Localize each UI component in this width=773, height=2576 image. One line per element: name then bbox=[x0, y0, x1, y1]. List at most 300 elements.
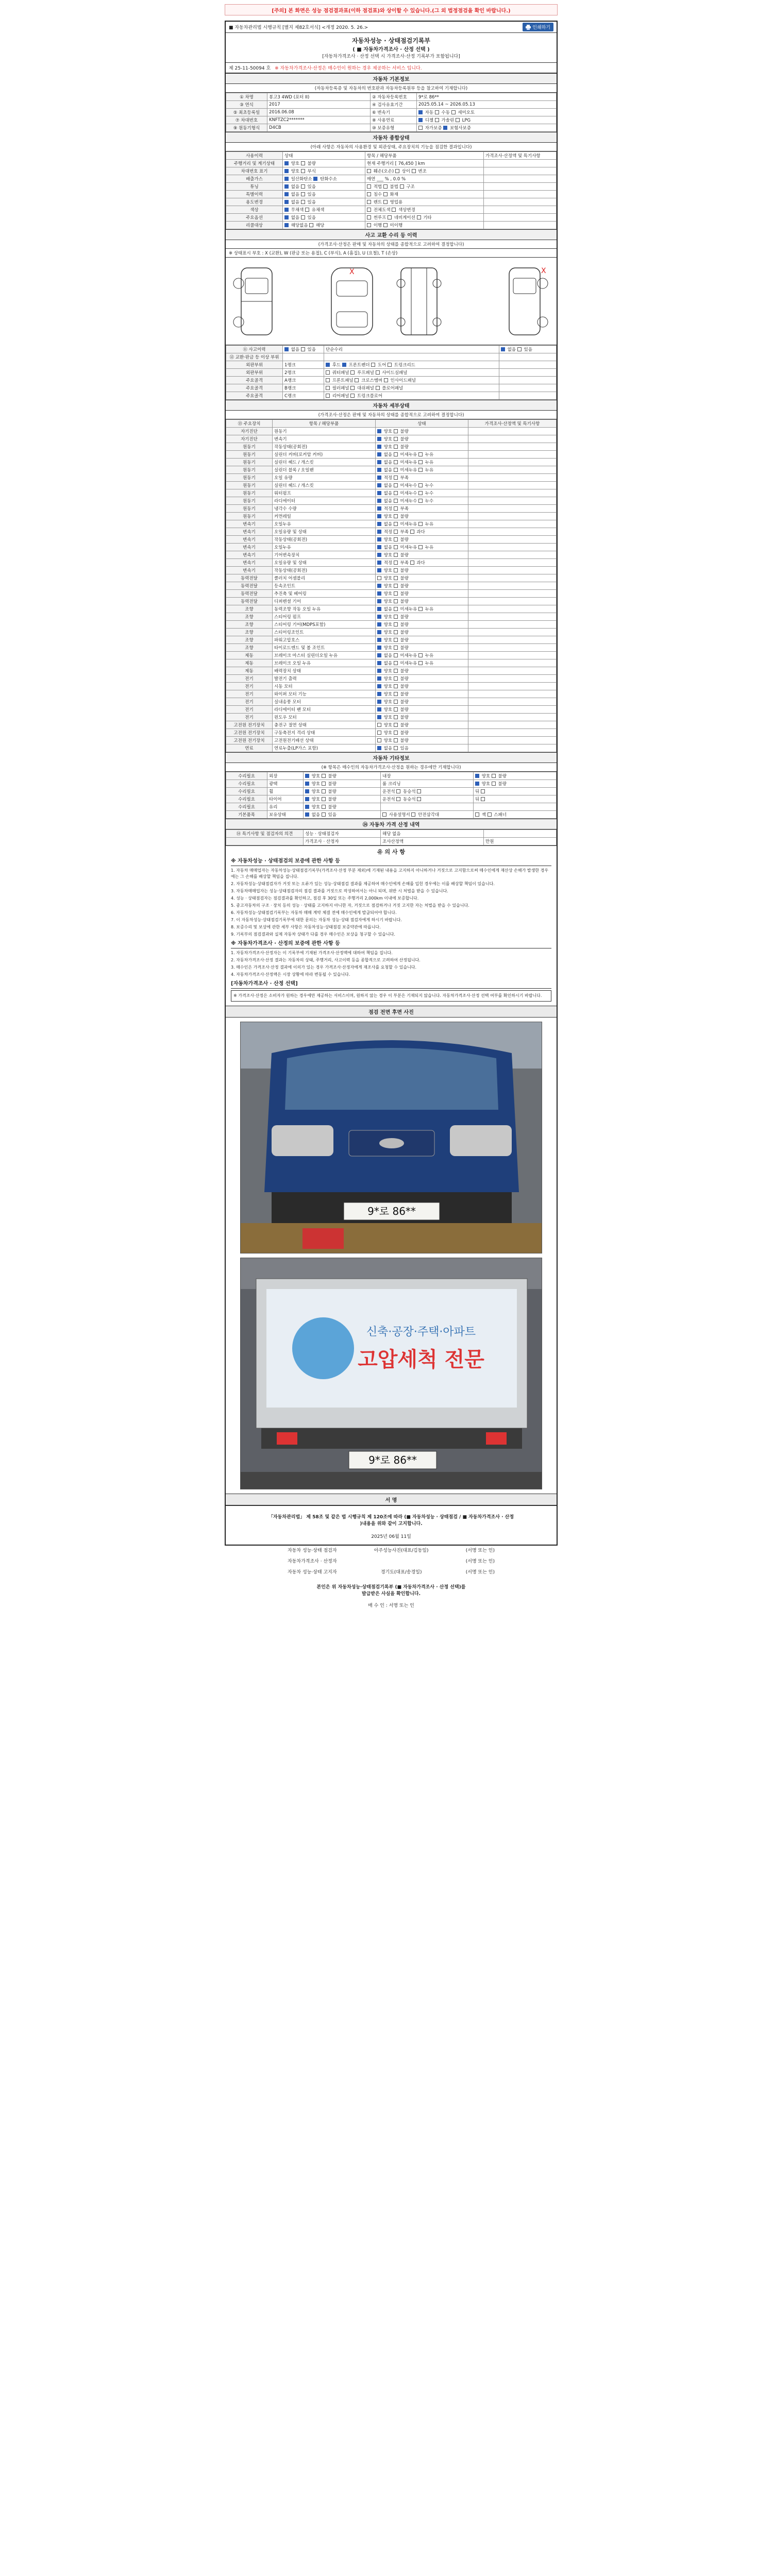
basic-info-sub: (자동차등록증 및 자동차의 번호판과 자동차등록원부 등을 참고하여 기재합니다) bbox=[226, 84, 557, 93]
overall-status-row bbox=[226, 206, 557, 214]
table-cell bbox=[484, 183, 557, 191]
checkbox-unchecked bbox=[394, 483, 398, 487]
checkbox-unchecked bbox=[394, 653, 398, 657]
table-cell: 전기 bbox=[226, 706, 273, 714]
checkbox-unchecked bbox=[394, 622, 398, 626]
table-cell: 사용설명서 안전삼각대 bbox=[381, 811, 474, 819]
table-cell: D4CB bbox=[267, 124, 371, 132]
table-cell: 양호 불량 bbox=[376, 613, 468, 621]
checkbox-unchecked bbox=[301, 192, 305, 196]
table-cell: 해당없음 해당 bbox=[283, 222, 365, 229]
detail-row bbox=[226, 721, 557, 729]
detail-row bbox=[226, 605, 557, 613]
detail-row bbox=[226, 451, 557, 459]
table-cell: 양호 불량 bbox=[283, 160, 365, 167]
table-cell: 양호 불량 bbox=[376, 698, 468, 706]
doc-title: 자동차성능 · 상태점검기록부 bbox=[351, 37, 431, 44]
table-cell: 스티어링조인트 bbox=[273, 629, 376, 636]
table-cell: 양호 불량 bbox=[376, 582, 468, 590]
price-table bbox=[226, 829, 557, 845]
checkbox-unchecked bbox=[376, 386, 380, 390]
sign-row bbox=[236, 1545, 546, 1555]
checkbox-unchecked bbox=[394, 530, 398, 534]
sign-field: (서명 또는 인) bbox=[465, 1548, 495, 1553]
checkbox-checked bbox=[418, 118, 423, 122]
checkbox-checked bbox=[305, 797, 309, 801]
table-cell: 브레이크 오일 누유 bbox=[273, 659, 376, 667]
checkbox-checked bbox=[377, 607, 381, 611]
checkbox-unchecked bbox=[394, 591, 398, 596]
table-cell bbox=[468, 621, 557, 629]
checkbox-unchecked bbox=[388, 215, 392, 219]
table-cell bbox=[468, 644, 557, 652]
checkbox-checked bbox=[284, 208, 289, 212]
car-side-right-diagram bbox=[494, 263, 550, 340]
checkbox-unchecked bbox=[394, 615, 398, 619]
sign-field: (서명 또는 인) bbox=[465, 1570, 495, 1575]
accident-row bbox=[226, 369, 557, 377]
checkbox-unchecked bbox=[322, 797, 326, 801]
checkbox-checked bbox=[377, 715, 381, 719]
checkbox-unchecked bbox=[367, 169, 371, 173]
checkbox-unchecked bbox=[394, 646, 398, 650]
checkbox-unchecked bbox=[394, 746, 398, 750]
sign-note-line2: 발급받은 사실을 확인합니다. bbox=[361, 1591, 421, 1597]
price-title: ⑭ 자동차 가격 산정 내역 bbox=[226, 819, 557, 829]
warning-item: 4. 성능 · 상태점검자는 점검결과를 확인하고, 점검 후 30일 또는 주행거리 2,000km 이내에 보증합니다. bbox=[231, 896, 419, 901]
table-cell: 운전석 동승석 bbox=[381, 788, 474, 795]
basic-info-row bbox=[226, 124, 557, 132]
accident-row bbox=[226, 392, 557, 400]
checkbox-unchecked bbox=[394, 638, 398, 642]
overall-status-table bbox=[226, 151, 557, 229]
accident-sub: (가격조사·산정은 판매 및 자동차의 상태를 종합적으로 고려하여 결정합니다) bbox=[226, 240, 557, 249]
table-cell: 원동기 bbox=[226, 443, 273, 451]
sign-field: 자동차 성능·상태 고지자 bbox=[288, 1570, 337, 1575]
checkbox-unchecked bbox=[394, 731, 398, 735]
table-cell: 양호 불량 bbox=[376, 667, 468, 675]
table-cell: 전체도색 색상변경 bbox=[365, 206, 484, 214]
table-cell: 없음 미세누수 누수 bbox=[376, 497, 468, 505]
table-cell: ⑥ 변속기 bbox=[371, 109, 417, 116]
checkbox-unchecked bbox=[371, 363, 375, 367]
table-cell: 적정 부족 bbox=[376, 505, 468, 513]
doc-header bbox=[226, 22, 557, 33]
checkbox-unchecked bbox=[394, 630, 398, 634]
checkbox-unchecked bbox=[394, 676, 398, 681]
basic-info-title: 자동차 기본정보 bbox=[226, 73, 557, 84]
detail-row bbox=[226, 613, 557, 621]
table-cell bbox=[499, 369, 557, 377]
checkbox-unchecked bbox=[322, 774, 326, 778]
table-cell: 없음 있음 bbox=[304, 811, 381, 819]
detail-row bbox=[226, 528, 557, 536]
table-cell bbox=[468, 459, 557, 466]
options-row bbox=[226, 788, 557, 795]
print-button[interactable] bbox=[523, 23, 553, 31]
checkbox-unchecked bbox=[394, 476, 398, 480]
sign-intro: 「자동차관리법」 제 58조 및 같은 법 시행규칙 제 120조에 따라 (■ 자동차성능 · 상태점검 / ■ 자동차가격조사 · 산정 )내용을 위와 같이 고지합니다. bbox=[268, 1515, 514, 1527]
price-select-heading: [자동차가격조사 · 산정 선택] bbox=[231, 981, 551, 989]
table-cell bbox=[468, 690, 557, 698]
checkbox-unchecked bbox=[322, 782, 326, 786]
checkbox-checked bbox=[305, 774, 309, 778]
table-cell bbox=[468, 513, 557, 520]
basic-info-row bbox=[226, 101, 557, 109]
table-cell bbox=[468, 729, 557, 737]
rear-plate-text: 9*로 86** bbox=[368, 1454, 417, 1466]
warning-item: 8. 보증수리 및 보상에 관한 세부 사항은 자동차성능·상태점검 보증약관에 따릅니다. bbox=[231, 925, 381, 929]
table-cell: 양호 불량 bbox=[376, 737, 468, 744]
checkbox-unchecked bbox=[435, 118, 439, 122]
table-cell bbox=[468, 544, 557, 551]
checkbox-unchecked bbox=[388, 363, 392, 367]
detail-row bbox=[226, 729, 557, 737]
options-row bbox=[226, 780, 557, 788]
checkbox-unchecked bbox=[417, 789, 421, 793]
table-cell: 특별이력 bbox=[226, 191, 283, 198]
table-cell bbox=[484, 175, 557, 183]
checkbox-unchecked bbox=[301, 215, 305, 219]
table-cell: 양호 불량 bbox=[304, 803, 381, 811]
detail-row bbox=[226, 644, 557, 652]
table-cell bbox=[484, 198, 557, 206]
table-cell: 매연 ___ % , 0.0 % bbox=[365, 175, 484, 183]
table-cell: 수리필요 bbox=[226, 780, 267, 788]
table-cell: 작동상태(공회전) bbox=[273, 567, 376, 574]
table-cell: 2016.06.08 bbox=[267, 109, 371, 116]
overall-status-row bbox=[226, 175, 557, 183]
checkbox-checked bbox=[377, 746, 381, 750]
table-cell: 오일누유 bbox=[273, 544, 376, 551]
checkbox-checked bbox=[377, 676, 381, 681]
table-cell bbox=[468, 744, 557, 752]
rear-banner-line2: 고압세척 전문 bbox=[358, 1348, 484, 1371]
table-cell: 없음 있음 bbox=[283, 191, 365, 198]
table-cell: 작동상태(공회전) bbox=[273, 536, 376, 544]
table-cell: 양호 불량 bbox=[376, 675, 468, 683]
detail-row bbox=[226, 683, 557, 690]
checkbox-unchecked bbox=[418, 499, 423, 503]
table-cell bbox=[484, 160, 557, 167]
detail-row bbox=[226, 443, 557, 451]
detail-row bbox=[226, 629, 557, 636]
table-cell: 양호 불량 bbox=[376, 574, 468, 582]
checkbox-checked bbox=[305, 782, 309, 786]
table-cell: 실내송풍 모터 bbox=[273, 698, 376, 706]
table-cell: 없음 미세누유 누유 bbox=[376, 544, 468, 551]
table-cell: 오일 유량 bbox=[273, 474, 376, 482]
detail-row bbox=[226, 621, 557, 629]
table-cell: 잭 스패너 bbox=[474, 811, 557, 819]
svg-text:X: X bbox=[541, 267, 546, 275]
accident-title: 사고 교환 수리 등 이력 bbox=[226, 229, 557, 240]
price-row bbox=[226, 838, 557, 845]
checkbox-checked bbox=[377, 707, 381, 711]
rear-photo bbox=[240, 1258, 542, 1489]
table-cell: 쿼터패널 루프패널 사이드실패널 bbox=[324, 369, 499, 377]
svg-text:X: X bbox=[349, 268, 355, 276]
detail-row bbox=[226, 536, 557, 544]
checkbox-checked bbox=[284, 161, 289, 165]
table-cell: 색상 bbox=[226, 206, 283, 214]
inspection-record bbox=[225, 21, 558, 1608]
table-cell: 변속기 bbox=[226, 544, 273, 551]
table-header: ⑬ 주요장치 bbox=[226, 420, 273, 428]
table-cell: 수리필요 bbox=[226, 803, 267, 811]
table-cell: 성능 · 상태점검자 bbox=[304, 830, 381, 838]
table-cell bbox=[468, 737, 557, 744]
detail-row bbox=[226, 482, 557, 489]
table-cell: 양호 불량 bbox=[304, 788, 381, 795]
checkbox-unchecked bbox=[394, 723, 398, 727]
warning-item: 3. 자동차매매업자는 성능·상태점검자의 점검 결과를 거짓으로 작성하여서는 아니 되며, 위반 시 처벌을 받을 수 있습니다. bbox=[231, 889, 448, 893]
checkbox-unchecked bbox=[492, 782, 496, 786]
checkbox-unchecked bbox=[350, 386, 355, 390]
checkbox-unchecked bbox=[326, 378, 330, 382]
checkbox-checked bbox=[377, 491, 381, 495]
detail-row bbox=[226, 636, 557, 644]
table-cell: ② 자동차등록번호 bbox=[371, 93, 417, 101]
price-row bbox=[226, 830, 557, 838]
checkbox-checked bbox=[305, 805, 309, 809]
car-frame-diagram bbox=[391, 263, 447, 340]
checkbox-checked bbox=[284, 347, 289, 351]
checkbox-unchecked bbox=[355, 378, 359, 382]
table-cell: 전기 bbox=[226, 675, 273, 683]
checkbox-unchecked bbox=[394, 537, 398, 541]
table-cell: 적정 부족 bbox=[376, 474, 468, 482]
basic-info-row bbox=[226, 116, 557, 124]
table-cell: 없음 미세누유 누유 bbox=[376, 451, 468, 459]
table-cell: ⑩ 보증유형 bbox=[371, 124, 417, 132]
overall-status-row bbox=[226, 214, 557, 222]
options-sub: (※ 항목은 매수인의 자동차가격조사·산정을 원하는 경우에만 기재합니다) bbox=[226, 763, 557, 772]
table-cell: 가격조사·산정액 및 특기사항 bbox=[484, 152, 557, 160]
checkbox-unchecked bbox=[417, 797, 421, 801]
table-cell: ⑫ 교환·판금 등 이상 부위 bbox=[226, 353, 283, 361]
checkbox-checked bbox=[377, 561, 381, 565]
checkbox-unchecked bbox=[377, 731, 381, 735]
checkbox-unchecked bbox=[418, 483, 423, 487]
table-cell bbox=[499, 353, 557, 361]
checkbox-checked bbox=[377, 653, 381, 657]
table-cell: 자기진단 bbox=[226, 435, 273, 443]
table-cell: 내장 bbox=[381, 772, 474, 780]
table-cell: 주요골격 bbox=[226, 384, 283, 392]
table-cell: 양호 불량 bbox=[376, 567, 468, 574]
checkbox-unchecked bbox=[394, 584, 398, 588]
detail-row bbox=[226, 690, 557, 698]
table-cell: 일산화탄소 탄화수소 bbox=[283, 175, 365, 183]
checkbox-unchecked bbox=[418, 491, 423, 495]
table-cell: 라디에이터 bbox=[273, 497, 376, 505]
table-cell bbox=[283, 353, 324, 361]
table-cell: 차대번호 표기 bbox=[226, 167, 283, 175]
checkbox-checked bbox=[377, 669, 381, 673]
table-cell bbox=[484, 206, 557, 214]
checkbox-unchecked bbox=[394, 715, 398, 719]
checkbox-checked bbox=[443, 126, 447, 130]
checkbox-unchecked bbox=[394, 692, 398, 696]
overall-status-title: 자동차 종합상태 bbox=[226, 132, 557, 143]
table-cell bbox=[468, 721, 557, 729]
table-cell: 양호 불량 bbox=[376, 443, 468, 451]
accident-row bbox=[226, 361, 557, 369]
table-cell: 조향 bbox=[226, 629, 273, 636]
checkbox-checked bbox=[377, 476, 381, 480]
table-cell: 스티어링 기어(MDPS포함) bbox=[273, 621, 376, 629]
table-cell: 없음 있음 bbox=[283, 346, 324, 353]
table-cell: 필러패널 대쉬패널 플로어패널 bbox=[324, 384, 499, 392]
warning-item: 3. 매수인은 가격조사·산정 결과에 이의가 있는 경우 가격조사·산정자에게 재조사를 요청할 수 있습니다. bbox=[231, 965, 417, 970]
table-cell bbox=[468, 474, 557, 482]
table-cell: 후드 프론트펜더 도어 트렁크리드 bbox=[324, 361, 499, 369]
truck-rear-image bbox=[241, 1258, 542, 1489]
printer-icon bbox=[526, 25, 531, 30]
table-cell: 적법 불법 구조 bbox=[365, 183, 484, 191]
checkbox-checked bbox=[377, 692, 381, 696]
warnings-title: 유 의 사 항 bbox=[377, 849, 405, 855]
table-cell: 봉고3 4WD (포터 II) bbox=[267, 93, 371, 101]
table-cell: 타이어 bbox=[267, 795, 304, 803]
table-cell bbox=[468, 482, 557, 489]
checkbox-unchecked bbox=[367, 184, 371, 189]
table-cell: 없음 있음 bbox=[283, 214, 365, 222]
detail-row bbox=[226, 505, 557, 513]
table-cell: 전기 bbox=[226, 683, 273, 690]
overall-status-row bbox=[226, 198, 557, 206]
checkbox-checked bbox=[377, 553, 381, 557]
table-cell: 배출가스 bbox=[226, 175, 283, 183]
checkbox-unchecked bbox=[394, 522, 398, 526]
checkbox-checked bbox=[475, 782, 479, 786]
table-cell: 클러치 어셈블리 bbox=[273, 574, 376, 582]
checkbox-unchecked bbox=[382, 812, 386, 817]
table-cell: 프론트패널 크로스멤버 인사이드패널 bbox=[324, 377, 499, 384]
options-table bbox=[226, 772, 557, 819]
sign-note bbox=[236, 1584, 546, 1598]
table-cell: ⑪ 사고이력 bbox=[226, 346, 283, 353]
table-cell: 유리 bbox=[267, 803, 304, 811]
table-cell: 1랭크 bbox=[283, 361, 324, 369]
checkbox-checked bbox=[284, 215, 289, 219]
table-cell: 수리필요 bbox=[226, 795, 267, 803]
checkbox-unchecked bbox=[350, 394, 355, 398]
table-cell: 없음 미세누수 누수 bbox=[376, 482, 468, 489]
checkbox-checked bbox=[284, 192, 289, 196]
table-cell: 이행 미이행 bbox=[365, 222, 484, 229]
sign-field: 자동차가격조사 · 산정자 bbox=[288, 1559, 337, 1564]
table-cell: 조향 bbox=[226, 605, 273, 613]
checkbox-checked bbox=[501, 347, 505, 351]
table-cell: C랭크 bbox=[283, 392, 324, 400]
checkbox-checked bbox=[377, 568, 381, 572]
checkbox-checked bbox=[305, 789, 309, 793]
table-cell: 원동기 bbox=[226, 505, 273, 513]
table-cell: 워터펌프 bbox=[273, 489, 376, 497]
table-cell: 없음 미세누유 누유 bbox=[376, 605, 468, 613]
checkbox-unchecked bbox=[418, 545, 423, 549]
table-cell bbox=[468, 489, 557, 497]
checkbox-unchecked bbox=[301, 161, 305, 165]
checkbox-unchecked bbox=[418, 522, 423, 526]
table-cell: 없음 있음 bbox=[499, 346, 557, 353]
table-cell bbox=[468, 683, 557, 690]
table-cell: 2랭크 bbox=[283, 369, 324, 377]
table-cell: 고전원 전기장치 bbox=[226, 729, 273, 737]
table-cell: 뒤 bbox=[474, 788, 557, 795]
detail-row bbox=[226, 513, 557, 520]
checkbox-unchecked bbox=[410, 530, 414, 534]
table-cell: 조향 bbox=[226, 613, 273, 621]
options-title: 자동차 기타정보 bbox=[226, 752, 557, 763]
sign-field: (서명 또는 인) bbox=[465, 1559, 495, 1564]
checkbox-checked bbox=[342, 363, 346, 367]
detail-table bbox=[226, 419, 557, 752]
table-cell: 침수 화재 bbox=[365, 191, 484, 198]
table-cell: 없음 미세누유 누유 bbox=[376, 520, 468, 528]
table-cell: 변속기 bbox=[226, 520, 273, 528]
checkbox-checked bbox=[377, 584, 381, 588]
checkbox-checked bbox=[377, 468, 381, 472]
table-cell: 실린더 헤드 / 개스킷 bbox=[273, 482, 376, 489]
table-cell bbox=[468, 659, 557, 667]
checkbox-unchecked bbox=[456, 118, 460, 122]
checkbox-unchecked bbox=[394, 738, 398, 742]
table-cell: 양호 불량 bbox=[376, 683, 468, 690]
table-cell: 외판부위 bbox=[226, 361, 283, 369]
table-cell bbox=[484, 167, 557, 175]
table-cell: 브레이크 마스터 실린더오일 누유 bbox=[273, 652, 376, 659]
checkbox-checked bbox=[377, 537, 381, 541]
table-cell: 양호 불량 bbox=[376, 690, 468, 698]
table-cell: 와이퍼 모터 기능 bbox=[273, 690, 376, 698]
checkbox-checked bbox=[377, 700, 381, 704]
detail-row bbox=[226, 582, 557, 590]
checkbox-unchecked bbox=[377, 738, 381, 742]
checkbox-unchecked bbox=[394, 576, 398, 580]
table-cell bbox=[468, 714, 557, 721]
table-cell bbox=[499, 384, 557, 392]
checkbox-unchecked bbox=[394, 437, 398, 441]
doc-subtitle: ( ■ 자동차가격조사 · 산정 선택 ) bbox=[352, 47, 430, 53]
table-cell bbox=[499, 361, 557, 369]
table-cell: 2017 bbox=[267, 101, 371, 109]
table-cell: 발전기 출력 bbox=[273, 675, 376, 683]
checkbox-checked bbox=[377, 545, 381, 549]
sign-field: 자동차 성능·상태 점검자 bbox=[288, 1548, 337, 1553]
table-cell: 변속기 bbox=[226, 551, 273, 559]
table-cell: 현재 주행거리 [ 76,450 ] km bbox=[365, 160, 484, 167]
table-cell: B랭크 bbox=[283, 384, 324, 392]
checkbox-checked bbox=[377, 646, 381, 650]
warning-item: 9. 기록부의 점검결과와 실제 자동차 상태가 다를 경우 매수인은 보상을 청구할 수 있습니다. bbox=[231, 932, 395, 937]
print-label: 인쇄하기 bbox=[532, 25, 550, 30]
table-cell bbox=[468, 497, 557, 505]
table-cell: 디젤 가솔린 LPG bbox=[417, 116, 557, 124]
table-cell: 리어패널 트렁크플로어 bbox=[324, 392, 499, 400]
detail-row bbox=[226, 737, 557, 744]
table-cell: 제동 bbox=[226, 652, 273, 659]
warnings-section bbox=[226, 845, 557, 1006]
checkbox-unchecked bbox=[394, 568, 398, 572]
checkbox-unchecked bbox=[418, 607, 423, 611]
table-cell: 원동기 bbox=[226, 489, 273, 497]
table-cell: ⑨ 원동기형식 bbox=[226, 124, 267, 132]
overall-status-row bbox=[226, 191, 557, 198]
table-cell: 2025.05.14 ~ 2026.05.13 bbox=[417, 101, 557, 109]
